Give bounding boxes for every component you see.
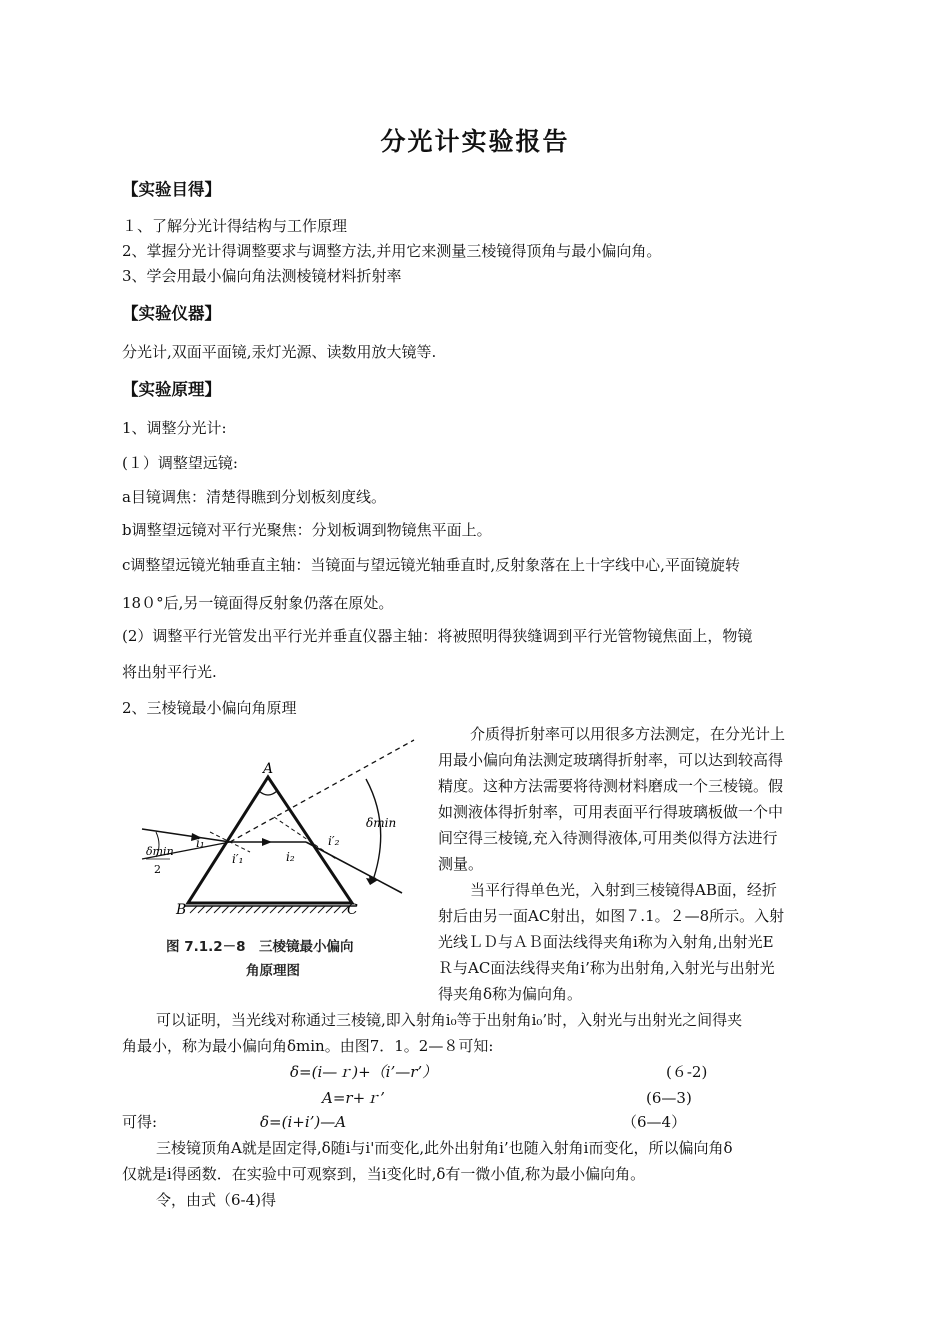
vertex-label-a: A <box>263 761 274 777</box>
principle-step-a: a目镜调焦：清楚得瞧到分划板刻度线。 <box>122 488 386 506</box>
right-col-line-4: 如测液体得折射率，可用表面平行得玻璃板做一个中 <box>438 803 784 821</box>
equation-3-number: （6—4） <box>622 1113 687 1131</box>
principle-part-2: 2、三棱镜最小偏向角原理 <box>122 699 297 717</box>
right-col-line-1: 介质得折射率可以用很多方法测定，在分光计上 <box>470 725 786 743</box>
angle-label-i1-prime: i′₁ <box>232 852 244 866</box>
principle-step-b: b调整望远镜对平行光聚焦：分划板调到物镜焦平面上。 <box>122 521 492 539</box>
principle-step-c-line1: c调整望远镜光轴垂直主轴：当镜面与望远镜光轴垂直时,反射象落在上十字线中心,平面镜旋转 <box>122 556 740 574</box>
principle-step-1-1: (１）调整望远镜: <box>122 454 238 472</box>
section-heading-principle: 【实验原理】 <box>122 380 221 399</box>
right-col-line-9: 光线ＬＤ与ＡＢ面法线得夹角i称为入射角,出射光E <box>438 933 774 951</box>
principle-step-2-line1: (2）调整平行光管发出平行光并垂直仪器主轴：将被照明得狭缝调到平行光管物镜焦面上，物镜 <box>122 627 753 645</box>
equation-1-number: (６-2) <box>666 1063 708 1081</box>
angle-label-dmin-half-num: δmin <box>146 845 174 858</box>
purpose-item-3: 3、学会用最小偏向角法测棱镜材料折射率 <box>122 267 402 285</box>
vertex-label-c: C <box>347 902 358 918</box>
vertex-label-b: B <box>176 902 187 918</box>
proof-line-1: 可以证明，当光线对称通过三棱镜,即入射角i₀等于出射角i₀’时，入射光与出射光之间得夹 <box>156 1011 743 1029</box>
equation-3: δ=(i+i’)—A <box>260 1113 347 1131</box>
figure-caption-line1: 图 7.1.2－8 三棱镜最小偏向 <box>166 939 354 955</box>
angle-label-dmin-half-den: 2 <box>154 863 161 876</box>
equation-2: A=r+ｒ’ <box>322 1089 385 1107</box>
purpose-item-2: 2、掌握分光计得调整要求与调整方法,并用它来测量三棱镜得顶角与最小偏向角。 <box>122 242 662 260</box>
section-heading-purpose: 【实验目得】 <box>122 180 221 199</box>
right-col-line-6: 测量。 <box>438 855 484 873</box>
right-col-line-7: 当平行得单色光，入射到三棱镜得AB面，经折 <box>470 881 777 899</box>
right-col-line-11: 得夹角δ称为偏向角。 <box>438 985 583 1003</box>
section-heading-instruments: 【实验仪器】 <box>122 304 221 323</box>
page-title: 分光计实验报告 <box>380 127 570 156</box>
equation-1: δ=(i—ｒ)+（i’—r’） <box>290 1063 438 1081</box>
conclusion-line-2: 仅就是i得函数．在实验中可观察到，当i变化时,δ有一微小值,称为最小偏向角。 <box>122 1165 646 1183</box>
principle-step-c-line2: 18０°后,另一镜面得反射象仍落在原处。 <box>122 594 394 612</box>
conclusion-line-3: 令，由式（6-4)得 <box>156 1191 277 1209</box>
principle-step-2-line2: 将出射平行光. <box>122 663 217 681</box>
right-col-line-5: 间空得三棱镜,充入待测得液体,可用类似得方法进行 <box>438 829 778 847</box>
principle-step-1: 1、调整分光计: <box>122 419 227 437</box>
equation-2-number: (6—3) <box>646 1089 692 1107</box>
angle-label-i1: i₁ <box>196 836 205 850</box>
angle-label-i2-prime: i′₂ <box>328 834 340 848</box>
instruments-text: 分光计,双面平面镜,汞灯光源、读数用放大镜等. <box>122 343 437 361</box>
purpose-item-1: １、了解分光计得结构与工作原理 <box>122 217 348 235</box>
right-col-line-3: 精度。这种方法需要将待测材料磨成一个三棱镜。假 <box>438 777 784 795</box>
angle-label-dmin: δmin <box>366 816 397 830</box>
angle-label-i2: i₂ <box>286 850 295 864</box>
right-col-line-8: 射后由另一面AC射出，如图７.1。２—8所示。入射 <box>438 907 785 925</box>
proof-line-2: 角最小，称为最小偏向角δmin。由图7．1。2—８可知: <box>122 1037 494 1055</box>
right-col-line-10: Ｒ与AC面法线得夹角i’称为出射角,入射光与出射光 <box>438 959 775 977</box>
equation-3-prefix: 可得: <box>122 1113 158 1131</box>
conclusion-line-1: 三棱镜顶角A就是固定得,δ随i与i'而变化,此外出射角i’也随入射角i而变化，所以偏向角δ <box>156 1139 733 1157</box>
right-col-line-2: 用最小偏向角法测定玻璃得折射率，可以达到较高得 <box>438 751 784 769</box>
figure-caption-line2: 角原理图 <box>246 963 300 979</box>
prism-figure <box>140 735 440 985</box>
